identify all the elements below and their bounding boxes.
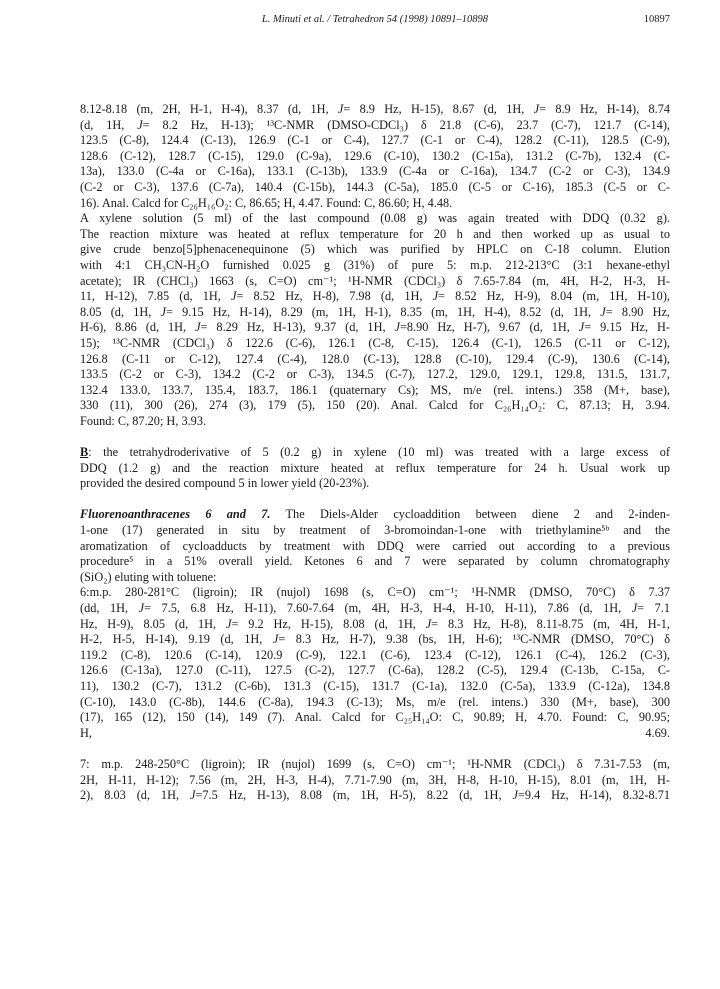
text-line: (SiO₂) eluting with toluene: <box>80 569 217 584</box>
text-line: H-6), 8.86 (d, 1H, J= 8.29 Hz, H-13), 9.37 (d, 1H, J=8.90 Hz, H-7), 9.67 (d, 1H, J= 9.15 Hz, H- <box>80 320 670 335</box>
text-line: 11), 130.2 (C-7), 131.2 (C-6b), 131.3 (C-15), 131.7 (C-1a), 132.0 (C-5a), 133.9 (C-12a), 134.8 <box>80 678 670 693</box>
text-line: B: the tetrahydroderivative of 5 (0.2 g) in xylene (10 ml) was treated with a large excess of <box>80 445 670 460</box>
text-line: Found: C, 87.20; H, 3.93. <box>80 413 207 428</box>
text-line: 1-one (17) generated in situ by treatment of 3-bromoindan-1-one with triethylamine⁵ᵇ and the <box>80 523 670 538</box>
text-line: (17), 165 (12), 150 (14), 149 (7). Anal. Calcd for C₂₅H₁₄O: C, 90.89; H, 4.70. Found: C, 90.95; <box>80 710 670 725</box>
text-line: The reaction mixture was heated at reflux temperature for 20 h and then worked up as usual to <box>80 226 670 241</box>
text-line: 126.6 (C-13a), 127.0 (C-11), 127.5 (C-2), 127.7 (C-6a), 128.2 (C-5), 129.4 (C-13b, C-15a, C- <box>80 663 670 678</box>
text-line: (dd, 1H, J= 7.5, 6.8 Hz, H-11), 7.60-7.64 (m, 4H, H-3, H-4, H-10, H-11), 7.86 (d, 1H, J= 7.1 <box>80 601 670 615</box>
paragraph-gap <box>80 741 670 757</box>
running-title: L. Minuti et al. / Tetrahedron 54 (1998) 10891–10898 <box>261 14 489 25</box>
text-line: 132.4 133.0, 133.7, 135.4, 183.7, 186.1 (quaternary Cs); MS, m/e (rel. intens.) 358 (M+, base), <box>80 382 670 397</box>
paragraph-gap <box>80 429 670 445</box>
text-line: 7: m.p. 248-250°C (ligroin); IR (nujol) 1699 (s, C=O) cm⁻¹; ¹H-NMR (CDCl₃) δ 7.31-7.53 (m, <box>80 756 670 771</box>
text-line: H-2, H-5, H-14), 9.19 (d, 1H, J= 8.3 Hz, H-7), 9.38 (bs, 1H, H-6); ¹³C-NMR (DMSO, 70°C) δ <box>80 632 670 647</box>
page-number: 10897 <box>643 14 670 25</box>
text-line: (C-2 or C-3), 137.6 (C-7a), 140.4 (C-15b), 144.3 (C-5a), 185.0 (C-5 or C-16), 185.3 (C-5 or C- <box>80 179 670 194</box>
text-line: 133.5 (C-2 or C-3), 134.2 (C-2 or C-3), 134.5 (C-7), 127.2, 129.0, 129.1, 129.8, 131.5, 131.7, <box>80 367 670 382</box>
text-line: (d, 1H, J= 8.2 Hz, H-13); ¹³C-NMR (DMSO-CDCl₃) δ 21.8 (C-6), 23.7 (C-7), 121.7 (C-14), <box>80 117 670 132</box>
text-line: with 4:1 CH₃CN-H₂O furnished 0.025 g (31%) of pure 5: m.p. 212-213°C (3:1 hexane-ethyl <box>80 257 670 272</box>
text-line: Hz, H-9), 8.05 (d, 1H, J= 9.2 Hz, H-15), 8.08 (d, 1H, J= 8.3 Hz, H-8), 8.11-8.75 (m, 4H, H-1, <box>80 616 670 631</box>
text-line: 2H, H-11, H-12); 7.56 (m, 2H, H-3, H-4), 7.71-7.90 (m, 3H, H-8, H-10, H-15), 8.01 (m, 1H, H- <box>80 772 670 787</box>
text-line: 128.6 (C-12), 128.7 (C-15), 129.0 (C-9a), 129.6 (C-10), 130.2 (C-15a), 131.2 (C-7b), 132.4 (C- <box>80 148 670 163</box>
text-line: acetate); IR (CHCl₃) 1663 (s, C=O) cm⁻¹; ¹H-NMR (CDCl₃) δ 7.65-7.84 (m, 4H, H-2, H-3, H- <box>80 273 670 288</box>
body-text <box>80 102 670 804</box>
text-line: 123.5 (C-8), 124.4 (C-13), 126.9 (C-1 or C-4), 127.7 (C-1 or C-4), 128.2 (C-11), 128.5 (C-9), <box>80 133 670 148</box>
text-line: 15); ¹³C-NMR (CDCl₃) δ 122.6 (C-6), 126.1 (C-8, C-15), 126.4 (C-1), 126.5 (C-11 or C-12), <box>80 335 670 350</box>
text-line: 2), 8.03 (d, 1H, J=7.5 Hz, H-13), 8.08 (m, 1H, H-5), 8.22 (d, 1H, J=9.4 Hz, H-14), 8.32-8.71 <box>80 788 670 803</box>
text-line: H, 4.69. <box>80 725 670 740</box>
running-header <box>80 14 670 30</box>
text-line: 6:m.p. 280-281°C (ligroin); IR (nujol) 1698 (s, C=O) cm⁻¹; ¹H-NMR (DMSO, 70°C) δ 7.37 <box>80 585 670 600</box>
text-line: Fluorenoanthracenes 6 and 7. The Diels-Alder cycloaddition between diene 2 and 2-inden- <box>80 507 670 522</box>
text-line: provided the desired compound 5 in lower yield (20-23%). <box>80 476 370 491</box>
text-line: 11, H-12), 7.85 (d, 1H, J= 8.52 Hz, H-8), 7.98 (d, 1H, J= 8.52 Hz, H-9), 8.04 (m, 1H, H-10), <box>80 289 670 304</box>
text-line: 8.12-8.18 (m, 2H, H-1, H-4), 8.37 (d, 1H, J= 8.9 Hz, H-15), 8.67 (d, 1H, J= 8.9 Hz, H-14), 8.74 <box>80 102 670 116</box>
text-line: 119.2 (C-8), 120.6 (C-14), 120.9 (C-9), 122.1 (C-6), 123.4 (C-12), 126.1 (C-4), 126.2 (C-3), <box>80 647 670 662</box>
text-line: aromatization of cycloadducts by treatment with DDQ were carried out according to a previous <box>80 538 670 553</box>
text-line: procedure⁵ in a 51% overall yield. Ketones 6 and 7 were separated by column chromatography <box>80 554 670 569</box>
text-line: 13a), 133.0 (C-4a or C-16a), 133.1 (C-13b), 133.9 (C-4a or C-16a), 134.7 (C-2 or C-3), 134.9 <box>80 164 670 179</box>
text-line: 126.8 (C-11 or C-12), 127.4 (C-4), 128.0 (C-13), 128.8 (C-10), 129.4 (C-9), 130.6 (C-14), <box>80 351 670 366</box>
text-line: give crude benzo[5]phenacenequinone (5) which was purified by HPLC on C-18 column. Elution <box>80 242 670 257</box>
text-line: A xylene solution (5 ml) of the last compound (0.08 g) was again treated with DDQ (0.32 g). <box>80 211 670 226</box>
text-line: 16). Anal. Calcd for C₂₆H₁₆O₂: C, 86.65; H, 4.47. Found: C, 86.60; H, 4.48. <box>80 195 453 210</box>
text-line: DDQ (1.2 g) and the reaction mixture heated at reflux temperature for 24 h. Usual work up <box>80 460 670 475</box>
text-line: 330 (11), 300 (26), 274 (3), 179 (5), 150 (20). Anal. Calcd for C₂₆H₁₄O₂: C, 87.13; H, 3.94. <box>80 398 670 413</box>
text-line: (C-10), 143.0 (C-8b), 144.6 (C-8a), 194.3 (C-13); Ms, m/e (rel. intens.) 330 (M+, base), 300 <box>80 694 670 709</box>
paragraph-gap <box>80 492 670 508</box>
text-line: 8.05 (d, 1H, J= 9.15 Hz, H-14), 8.29 (m, 1H, H-1), 8.35 (m, 1H, H-4), 8.52 (d, 1H, J= 8.90 Hz, <box>80 304 670 319</box>
